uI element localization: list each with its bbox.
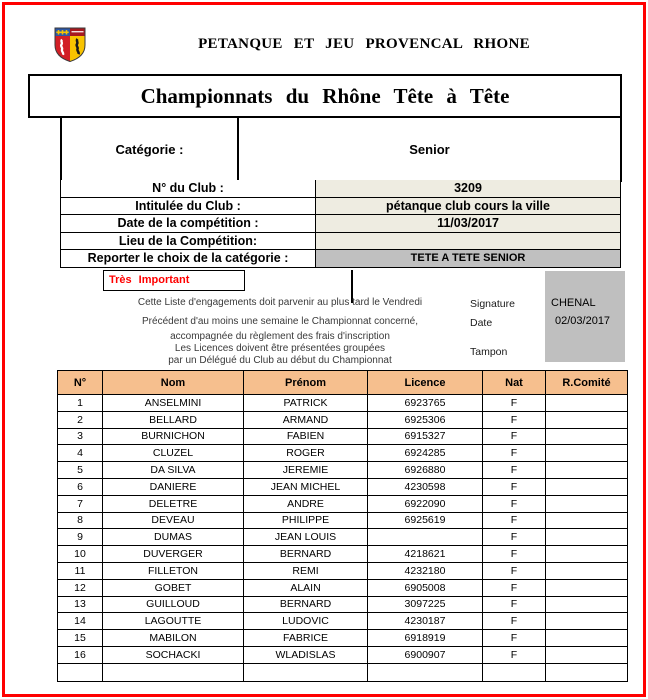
table-row [58,630,628,647]
table-cell-num: 9 [58,529,103,546]
table-cell-nat: F [483,512,546,529]
column-header-rcomite: R.Comité [546,371,628,395]
roster-body [58,395,628,682]
table-cell-num [58,663,103,681]
row-category-choice [60,250,621,268]
notice-title-box [103,270,245,291]
table-cell-num: 6 [58,478,103,495]
table-cell-prenom: ROGER [244,445,368,462]
club-info-section [60,180,621,268]
table-cell-rcomite [546,546,628,563]
table-cell-licence: 6905008 [368,579,483,596]
table-cell-prenom: WLADISLAS [244,646,368,663]
field-value: pétanque club cours la ville [316,198,620,215]
notice-line: accompagnée du règlement des frais d'inscription [170,331,390,342]
table-row [58,512,628,529]
document-title-box [28,74,622,118]
table-cell-nom: BURNICHON [103,428,244,445]
table-cell-nom: GUILLOUD [103,596,244,613]
signature-label: Signature [470,298,515,310]
table-cell-rcomite [546,462,628,479]
table-cell-num: 14 [58,613,103,630]
table-cell-nom: CLUZEL [103,445,244,462]
table-cell-prenom: FABIEN [244,428,368,445]
table-cell-nom: GOBET [103,579,244,596]
table-cell-rcomite [546,646,628,663]
table-cell-num: 15 [58,630,103,647]
table-cell-prenom: BERNARD [244,546,368,563]
table-cell-nat: F [483,646,546,663]
table-cell-rcomite [546,663,628,681]
table-cell-num: 1 [58,395,103,412]
table-cell-num: 5 [58,462,103,479]
table-cell-rcomite [546,630,628,647]
table-row [58,478,628,495]
notice-line: par un Délégué du Club au début du Championnat [168,355,392,366]
table-cell-rcomite [546,445,628,462]
column-header-nat: Nat [483,371,546,395]
field-value [316,233,620,250]
field-value: 3209 [316,180,620,197]
table-row [58,445,628,462]
row-competition-place [60,233,621,251]
table-cell-nom: DELETRE [103,495,244,512]
table-cell-licence: 4232180 [368,562,483,579]
table-cell-licence [368,663,483,681]
table-cell-rcomite [546,428,628,445]
table-cell-nat: F [483,495,546,512]
table-cell-rcomite [546,613,628,630]
table-cell-rcomite [546,395,628,412]
field-label: Reporter le choix de la catégorie : [61,250,316,267]
table-cell-nat: F [483,395,546,412]
notice-text [60,297,500,367]
table-cell-nat: F [483,562,546,579]
field-label: N° du Club : [61,180,316,197]
table-cell-nom: FILLETON [103,562,244,579]
table-cell-nat: F [483,596,546,613]
table-row [58,428,628,445]
notice-line: Les Licences doivent être présentées groupées [174,343,386,354]
table-cell-licence: 6922090 [368,495,483,512]
table-cell-nat [483,663,546,681]
table-cell-nom: SOCHACKI [103,646,244,663]
table-row [58,613,628,630]
signature-value: CHENAL [551,297,596,309]
table-cell-num: 11 [58,562,103,579]
table-cell-licence [368,529,483,546]
table-cell-licence: 6918919 [368,630,483,647]
column-header-nom: Nom [103,371,244,395]
table-row [58,411,628,428]
table-cell-licence: 4218621 [368,546,483,563]
table-cell-num: 12 [58,579,103,596]
table-cell-prenom: BERNARD [244,596,368,613]
tampon-label: Tampon [470,346,508,358]
row-competition-date [60,215,621,233]
table-cell-rcomite [546,478,628,495]
table-cell-num: 10 [58,546,103,563]
table-cell-nat: F [483,428,546,445]
table-cell-prenom: JEAN MICHEL [244,478,368,495]
table-cell-licence: 6925306 [368,411,483,428]
table-row [58,546,628,563]
table-cell-num: 4 [58,445,103,462]
table-row [58,646,628,663]
table-cell-prenom [244,663,368,681]
table-cell-nat: F [483,445,546,462]
table-row [58,495,628,512]
table-cell-licence: 6925619 [368,512,483,529]
table-cell-nom: DEVEAU [103,512,244,529]
table-cell-prenom: LUDOVIC [244,613,368,630]
field-label: Intitulée du Club : [61,198,316,215]
table-cell-nat: F [483,546,546,563]
table-cell-nat: F [483,411,546,428]
table-cell-licence: 4230187 [368,613,483,630]
table-row [58,579,628,596]
category-section [60,116,622,182]
organization-title: PETANQUE ET JEU PROVENCAL RHONE [198,36,530,52]
table-cell-nom: DANIERE [103,478,244,495]
category-value: Senior [409,141,450,157]
table-cell-nat: F [483,579,546,596]
table-row [58,663,628,681]
table-cell-rcomite [546,562,628,579]
notice-line: Précédent d'au moins une semaine le Championnat concerné, [142,316,418,327]
roster-header-row [58,371,628,395]
signature-panel [545,271,625,362]
table-cell-num: 3 [58,428,103,445]
table-cell-nat: F [483,613,546,630]
club-crest-icon [52,26,88,63]
table-cell-prenom: ARMAND [244,411,368,428]
field-label: Lieu de la Compétition: [61,233,316,250]
table-cell-nom: DUMAS [103,529,244,546]
table-cell-rcomite [546,596,628,613]
table-cell-nom [103,663,244,681]
table-row [58,462,628,479]
table-cell-nom: BELLARD [103,411,244,428]
row-club-number [60,180,621,198]
table-cell-nat: F [483,529,546,546]
table-cell-prenom: JEAN LOUIS [244,529,368,546]
table-cell-licence: 6900907 [368,646,483,663]
table-cell-rcomite [546,512,628,529]
category-label: Catégorie : [62,118,239,180]
table-cell-prenom: REMI [244,562,368,579]
field-value: 11/03/2017 [316,215,620,232]
notice-line: Cette Liste d'engagements doit parvenir au plus tard le Vendredi [137,297,423,308]
table-cell-num: 13 [58,596,103,613]
table-cell-licence: 4230598 [368,478,483,495]
column-header-prenom: Prénom [244,371,368,395]
table-cell-licence: 6923765 [368,395,483,412]
table-cell-rcomite [546,411,628,428]
table-cell-prenom: ALAIN [244,579,368,596]
column-header-num: N° [58,371,103,395]
table-cell-prenom: FABRICE [244,630,368,647]
roster-table [57,370,628,682]
notice-title: Très Important [109,274,190,286]
table-cell-nom: LAGOUTTE [103,613,244,630]
table-cell-nat: F [483,630,546,647]
date-label: Date [470,317,493,329]
table-cell-num: 7 [58,495,103,512]
table-cell-prenom: PATRICK [244,395,368,412]
document-title: Championnats du Rhône Tête à Tête [140,83,510,108]
signature-date-value: 02/03/2017 [555,315,611,327]
table-cell-rcomite [546,529,628,546]
table-cell-prenom: ANDRE [244,495,368,512]
table-cell-prenom: JEREMIE [244,462,368,479]
table-cell-nom: ANSELMINI [103,395,244,412]
table-cell-nat: F [483,478,546,495]
table-cell-prenom: PHILIPPE [244,512,368,529]
table-cell-num: 16 [58,646,103,663]
table-cell-licence: 6926880 [368,462,483,479]
table-row [58,596,628,613]
table-row [58,395,628,412]
field-label: Date de la compétition : [61,215,316,232]
table-cell-nom: DA SILVA [103,462,244,479]
table-cell-licence: 3097225 [368,596,483,613]
table-cell-num: 2 [58,411,103,428]
table-cell-nat: F [483,462,546,479]
table-row [58,562,628,579]
table-cell-num: 8 [58,512,103,529]
table-cell-rcomite [546,579,628,596]
table-cell-rcomite [546,495,628,512]
field-value: TETE A TETE SENIOR [316,250,620,267]
table-cell-nom: DUVERGER [103,546,244,563]
table-cell-nom: MABILON [103,630,244,647]
table-cell-licence: 6915327 [368,428,483,445]
table-cell-licence: 6924285 [368,445,483,462]
column-header-licence: Licence [368,371,483,395]
table-row [58,529,628,546]
row-club-name [60,198,621,216]
